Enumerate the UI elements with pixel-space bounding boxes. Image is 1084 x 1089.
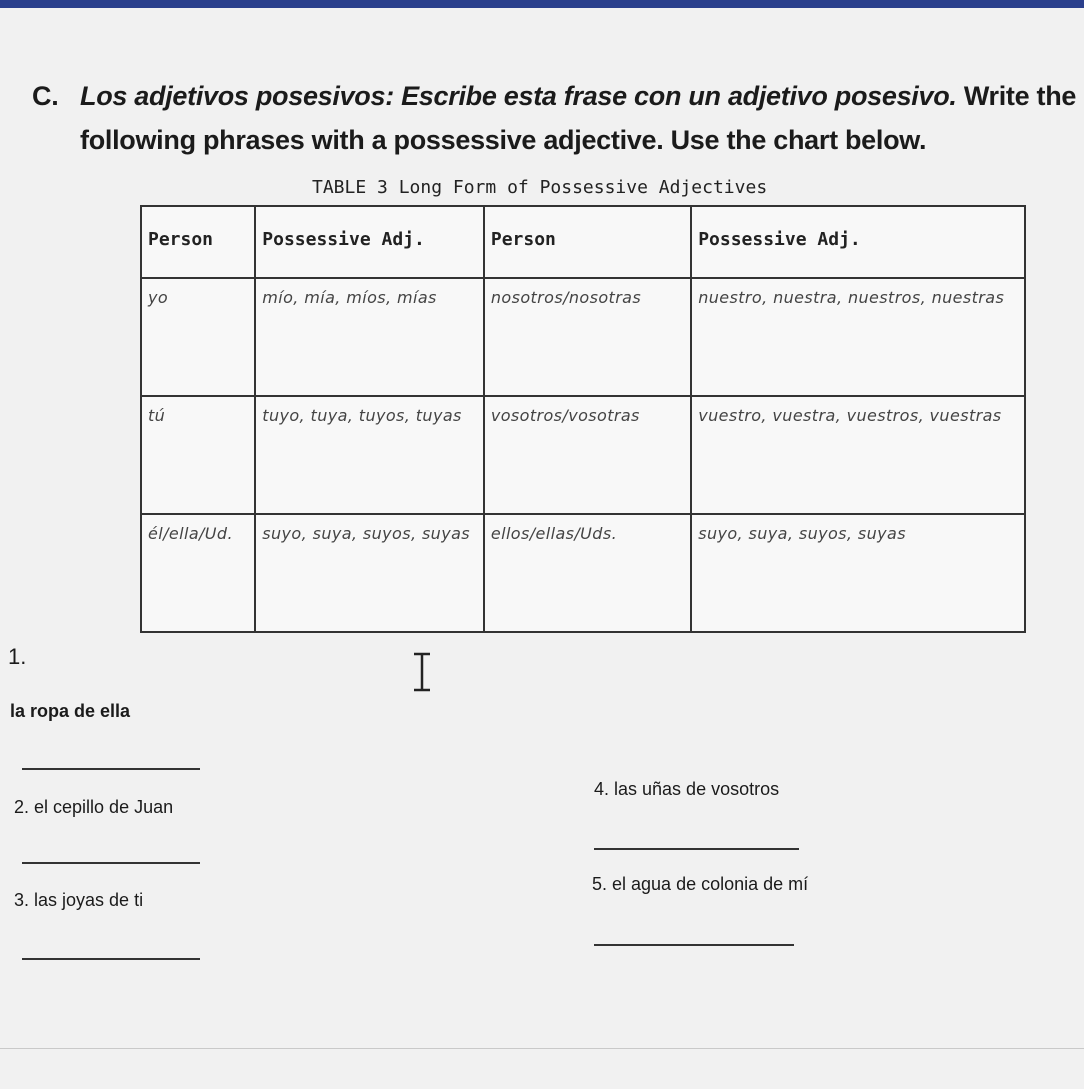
table-cell: vosotros/vosotras <box>484 396 691 514</box>
table-cell: suyo, suya, suyos, suyas <box>255 514 484 632</box>
i-beam-cursor-icon <box>411 652 433 692</box>
answer-blank-1[interactable] <box>22 768 200 770</box>
question-1-text: la ropa de ella <box>10 701 131 721</box>
possessive-adjectives-table <box>140 205 1026 633</box>
table-cell: mío, mía, míos, mías <box>255 278 484 396</box>
header-possessive-adj: Possessive Adj. <box>691 206 1025 278</box>
table-row <box>141 514 1025 632</box>
table-cell: tú <box>141 396 255 514</box>
section-number: C. <box>32 81 59 111</box>
answer-blank-4[interactable] <box>594 848 799 850</box>
instructions-heading <box>32 74 1077 162</box>
table-cell: tuyo, tuya, tuyos, tuyas <box>255 396 484 514</box>
table-row <box>141 278 1025 396</box>
answer-blank-5[interactable] <box>594 944 794 946</box>
table-cell: ellos/ellas/Uds. <box>484 514 691 632</box>
instructions-english-start: Write the <box>963 81 1077 111</box>
instructions-english-line2: following phrases with a possessive adjective. Use the chart below. <box>80 125 927 155</box>
table-caption: TABLE 3 Long Form of Possessive Adjectives <box>312 177 768 198</box>
table-header-row <box>141 206 1025 278</box>
table-row <box>141 396 1025 514</box>
question-4-text: 4. las uñas de vosotros <box>594 779 780 799</box>
question-2-text: 2. el cepillo de Juan <box>14 797 174 817</box>
table-cell: vuestro, vuestra, vuestros, vuestras <box>691 396 1025 514</box>
page-bottom-rule <box>0 1048 1084 1049</box>
table-cell: suyo, suya, suyos, suyas <box>691 514 1025 632</box>
question-3-text: 3. las joyas de ti <box>14 890 144 910</box>
instructions-spanish: Los adjetivos posesivos: Escribe esta frase con un adjetivo posesivo. <box>80 81 957 111</box>
table-cell: él/ella/Ud. <box>141 514 255 632</box>
table-cell: nuestro, nuestra, nuestros, nuestras <box>691 278 1025 396</box>
header-person: Person <box>141 206 255 278</box>
answer-blank-3[interactable] <box>22 958 200 960</box>
question-5-text: 5. el agua de colonia de mí <box>592 874 809 894</box>
question-1-number: 1. <box>8 644 27 669</box>
top-bar <box>0 0 1084 8</box>
answer-blank-2[interactable] <box>22 862 200 864</box>
table-cell: nosotros/nosotras <box>484 278 691 396</box>
table-cell: yo <box>141 278 255 396</box>
header-person: Person <box>484 206 691 278</box>
header-possessive-adj: Possessive Adj. <box>255 206 484 278</box>
